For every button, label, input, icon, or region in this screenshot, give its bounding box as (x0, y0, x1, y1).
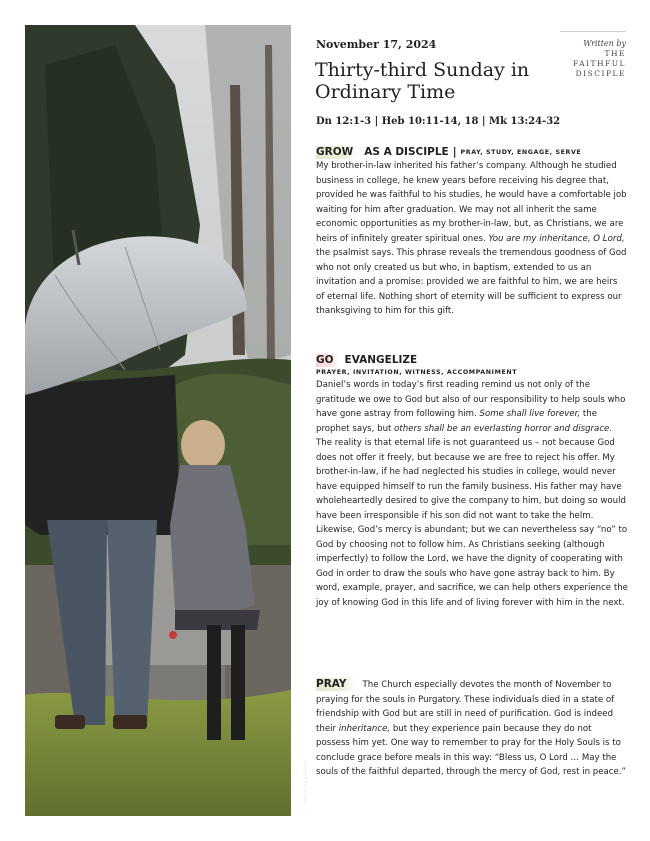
byline (560, 31, 626, 79)
go-text-1: Daniel’s words in today’s first reading remind us not only of the gratitude we owe to God but also of our responsibility to help souls who have gone astray from following him. (316, 380, 626, 419)
author-line-3: DISCIPLE (575, 69, 626, 78)
go-tags: PRAYER, INVITATION, WITNESS, ACCOMPANIMENT (316, 369, 518, 376)
author-name (560, 49, 626, 79)
grow-heading (316, 145, 628, 159)
go-text-3: The reality is that eternal life is not guaranteed us – not because God does not offer it freely, but because we are free to reject his offer. My brother-in-law, if he had neglected his studies in college, would never have equipped himself to run the family business. His father may have wholeheartedly desired to give the company to him, but doing so would have been irresponsible if his son did not want to take the helm. Likewise, God’s mercy is abundant; but we can nevertheless say “no” to God by choosing not to follow him. As Christians seeking (although imperfectly) to follow the Lord, we have the dignity of cooperating with God in order to draw the souls who have gone astray back to him. By word, example, prayer, and sacrifice, we can help others experience the joy of knowing God in this life and of living forever with him in the next. (316, 438, 628, 608)
photo-illustration (25, 25, 291, 816)
grow-label: GROW (316, 146, 357, 159)
pray-italic: inheritance, (338, 723, 391, 734)
grow-body (316, 159, 628, 319)
go-body (316, 378, 628, 610)
grow-section (316, 145, 628, 319)
go-heading (316, 353, 628, 367)
scripture-readings: Dn 12:1-3 | Heb 10:11-14, 18 | Mk 13:24-32 (316, 116, 561, 127)
grow-text-2: the psalmist says. This phrase reveals the tremendous goodness of God who not only created us but who, in baptism, extended to us an invitation and a promise: provided we are faithful to him, we are heirs of eternal life. Nothing short of eternity will be sufficient to express our thanksgiving to him for this gift. (316, 248, 627, 316)
grow-separator: | (452, 146, 457, 158)
author-line-2: FAITHFUL (573, 59, 626, 68)
go-italic-1: Some shall live forever, (479, 409, 581, 419)
pray-body (316, 678, 628, 780)
go-title: EVANGELIZE (344, 354, 418, 366)
grow-tags: PRAY, STUDY, ENGAGE, SERVE (460, 148, 582, 156)
pray-section (316, 678, 628, 780)
cover-photo (25, 25, 309, 816)
go-text-2: the prophet says, but (316, 409, 597, 434)
date: November 17, 2024 (316, 38, 437, 51)
go-label: GO (316, 354, 338, 367)
pray-text-2: but they experience pain because they do not possess him yet. One way to remember to pray for the Holy Souls is to conclude grace before meals in this way: “Bless us, O Lord … May the souls of the faithful departed, through the mercy of God, rest in peace.” (316, 723, 626, 777)
grow-text-1: My brother-in-law inherited his father’s company. Although he studied business in college, he knew years before receiving his degree that, provided he was faithful to his studies, he would have a comfortable job waiting for him after graduation. We may not all inherit the same economic opportunities as my brother-in-law, but, as Christians, we are heirs of infinitely greater spiritual ones. (316, 161, 627, 244)
pray-text-1: The Church especially devotes the month of November to praying for the souls in Purgatory. These individuals died in a state of friendship with God but are still in need of purification. God is indeed their (316, 680, 615, 734)
grow-title: AS A DISCIPLE (364, 146, 449, 158)
go-italic-2: others shall be an everlasting horror and disgrace. (394, 423, 613, 434)
pray-label: PRAY (316, 678, 356, 691)
grow-italic: You are my inheritance, O Lord, (488, 233, 625, 244)
author-line-1: THE (604, 49, 626, 58)
go-section (316, 353, 628, 610)
photo-credit: Martin Aplin/iStock (304, 760, 309, 803)
page-title: Thirty-third Sunday in Ordinary Time (315, 59, 530, 103)
written-by-label: Written by (583, 39, 626, 48)
